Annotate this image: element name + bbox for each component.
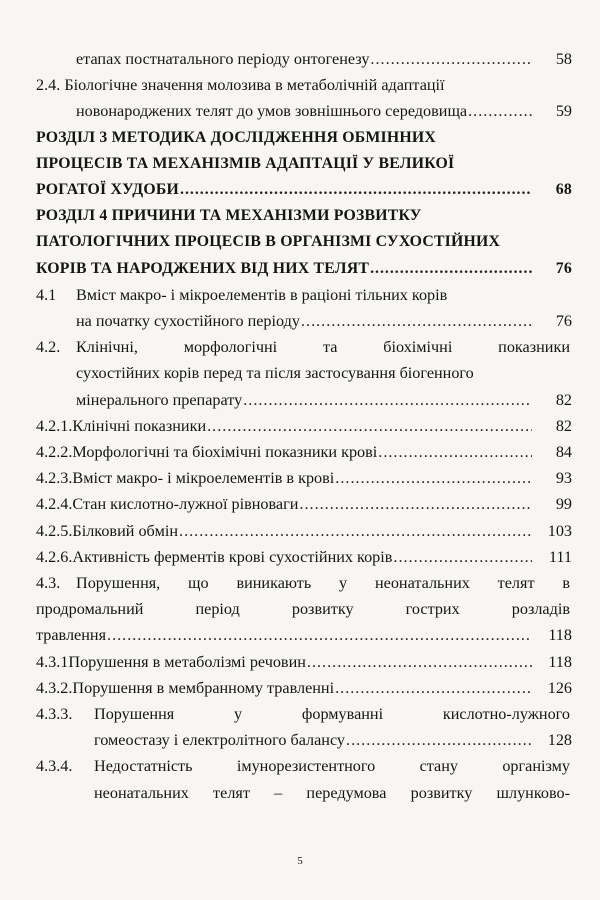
toc-entry bbox=[36, 439, 572, 465]
toc-entry bbox=[36, 518, 572, 544]
leader-dots bbox=[207, 413, 532, 439]
toc-entry bbox=[36, 413, 572, 439]
leader-dots bbox=[346, 727, 532, 753]
leader-dots bbox=[468, 98, 532, 124]
toc-entry bbox=[36, 675, 572, 701]
leader-dots bbox=[370, 46, 532, 72]
toc-entry bbox=[36, 491, 572, 517]
leader-dots bbox=[335, 675, 532, 701]
toc-entry-text: Морфологічні та біохімічні показники крові bbox=[72, 443, 378, 462]
toc-page-number: 58 bbox=[555, 50, 572, 68]
toc-entry-text: Стан кислотно-лужної рівноваги bbox=[72, 495, 299, 514]
chapter-title: КОРІВ ТА НАРОДЖЕНИХ ВІД НИХ ТЕЛЯТ bbox=[36, 259, 370, 277]
toc-entry-text: травлення bbox=[36, 626, 107, 645]
toc-entry-text: Клінічні показники bbox=[72, 416, 207, 435]
toc-page-number: 126 bbox=[547, 678, 572, 697]
chapter-title: ПАТОЛОГІЧНИХ ПРОЦЕСІВ В ОРГАНІЗМІ СУХОСТІЙНИХ bbox=[36, 233, 501, 251]
leader-dots bbox=[335, 465, 532, 491]
toc-entry-text: Активність ферментів крові сухостійних корів bbox=[72, 547, 393, 566]
chapter-title: РОГАТОЇ ХУДОБИ bbox=[36, 181, 179, 199]
toc-entry-text: сухостійних корів перед та після застосування біогенного bbox=[76, 364, 474, 383]
toc-entry-text: на початку сухостійного періоду bbox=[76, 312, 300, 331]
section-number: 4.3.4. bbox=[36, 757, 73, 776]
toc-chapter bbox=[36, 203, 572, 282]
toc-entry bbox=[36, 282, 572, 334]
toc-entry-text: 2.4. Біологічне значення молозива в метаболічній адаптації bbox=[36, 76, 445, 95]
toc-entry bbox=[36, 72, 572, 124]
leader-dots bbox=[370, 256, 532, 282]
toc-entry-text: етапах постнатального періоду онтогенезу bbox=[76, 50, 370, 68]
section-number: 4.2.4. bbox=[36, 495, 73, 514]
toc-page-number: 76 bbox=[555, 312, 572, 331]
leader-dots bbox=[299, 491, 532, 517]
toc-entry-text: мінерального препарату bbox=[76, 390, 243, 409]
leader-dots bbox=[243, 387, 532, 413]
toc-entry-text: продромальний період розвитку гострих розладів bbox=[36, 600, 570, 619]
leader-dots bbox=[180, 177, 532, 203]
toc-entry-text: Клінічні, морфологічні та біохімічні показники bbox=[76, 338, 570, 357]
section-number: 4.2. bbox=[36, 338, 61, 357]
toc-page-number: 93 bbox=[555, 469, 572, 488]
toc-entry-text: гомеостазу і електролітного балансу bbox=[94, 731, 346, 750]
toc-entry-text: новонароджених телят до умов зовнішнього середовища bbox=[76, 102, 468, 121]
table-of-contents bbox=[36, 46, 572, 806]
section-number: 4.3.2. bbox=[36, 678, 73, 697]
leader-dots bbox=[179, 518, 532, 544]
leader-dots bbox=[393, 544, 532, 570]
toc-entry bbox=[36, 649, 572, 675]
toc-page-number: 118 bbox=[548, 652, 572, 671]
toc-entry bbox=[36, 465, 572, 491]
toc-page-number: 59 bbox=[555, 102, 572, 121]
section-number: 4.2.1. bbox=[36, 416, 73, 435]
section-number: 4.3.1 bbox=[36, 652, 69, 671]
toc-page-number: 82 bbox=[555, 416, 572, 435]
toc-page-number: 76 bbox=[555, 259, 572, 277]
toc-page-number: 68 bbox=[555, 181, 572, 199]
section-number: 4.3. bbox=[36, 574, 61, 593]
leader-dots bbox=[107, 622, 532, 648]
toc-entry-text: Недостатність імунорезистентного стану організму bbox=[94, 757, 570, 776]
toc-page-number: 111 bbox=[548, 547, 572, 566]
leader-dots bbox=[378, 439, 532, 465]
section-number: 4.3.3. bbox=[36, 705, 73, 724]
toc-entry-text: Білковий обмін bbox=[72, 521, 179, 540]
toc-page-number: 103 bbox=[547, 521, 572, 540]
toc-entry-text: Вміст макро- і мікроелементів в раціоні тільних корів bbox=[76, 285, 448, 304]
toc-entry bbox=[36, 46, 572, 72]
leader-dots bbox=[307, 649, 532, 675]
toc-entry bbox=[36, 544, 572, 570]
section-number: 4.1 bbox=[36, 285, 57, 304]
section-number: 4.2.6. bbox=[36, 547, 73, 566]
page-number: 5 bbox=[297, 855, 303, 867]
toc-chapter bbox=[36, 125, 572, 204]
toc-page-number: 99 bbox=[555, 495, 572, 514]
leader-dots bbox=[301, 308, 532, 334]
toc-entry-text: Вміст макро- і мікроелементів в крові bbox=[72, 469, 335, 488]
toc-entry-text: Порушення, що виникають у неонатальних телят в bbox=[76, 574, 570, 593]
toc-entry-text: Порушення у формуванні кислотно-лужного bbox=[94, 705, 570, 724]
section-number: 4.2.5. bbox=[36, 521, 73, 540]
toc-entry bbox=[36, 753, 572, 805]
toc-entry bbox=[36, 334, 572, 413]
toc-entry-text: неонатальних телят – передумова розвитку шлунково- bbox=[94, 783, 570, 802]
toc-page-number: 84 bbox=[555, 443, 572, 462]
toc-page-number: 118 bbox=[548, 626, 572, 645]
toc-entry-text: Порушення в метаболізмі речовин bbox=[68, 652, 306, 671]
chapter-title: ПРОЦЕСІВ ТА МЕХАНІЗМІВ АДАПТАЦІЇ У ВЕЛИКОЇ bbox=[36, 154, 455, 172]
toc-entry bbox=[36, 701, 572, 753]
toc-entry bbox=[36, 570, 572, 649]
chapter-title: РОЗДІЛ 4 ПРИЧИНИ ТА МЕХАНІЗМИ РОЗВИТКУ bbox=[36, 207, 422, 225]
toc-page-number: 82 bbox=[555, 390, 572, 409]
section-number: 4.2.2. bbox=[36, 443, 73, 462]
section-number: 4.2.3. bbox=[36, 469, 73, 488]
toc-page-number: 128 bbox=[547, 731, 572, 750]
chapter-title: РОЗДІЛ 3 МЕТОДИКА ДОСЛІДЖЕННЯ ОБМІННИХ bbox=[36, 128, 436, 146]
toc-entry-text: Порушення в мембранному травленні bbox=[72, 678, 335, 697]
